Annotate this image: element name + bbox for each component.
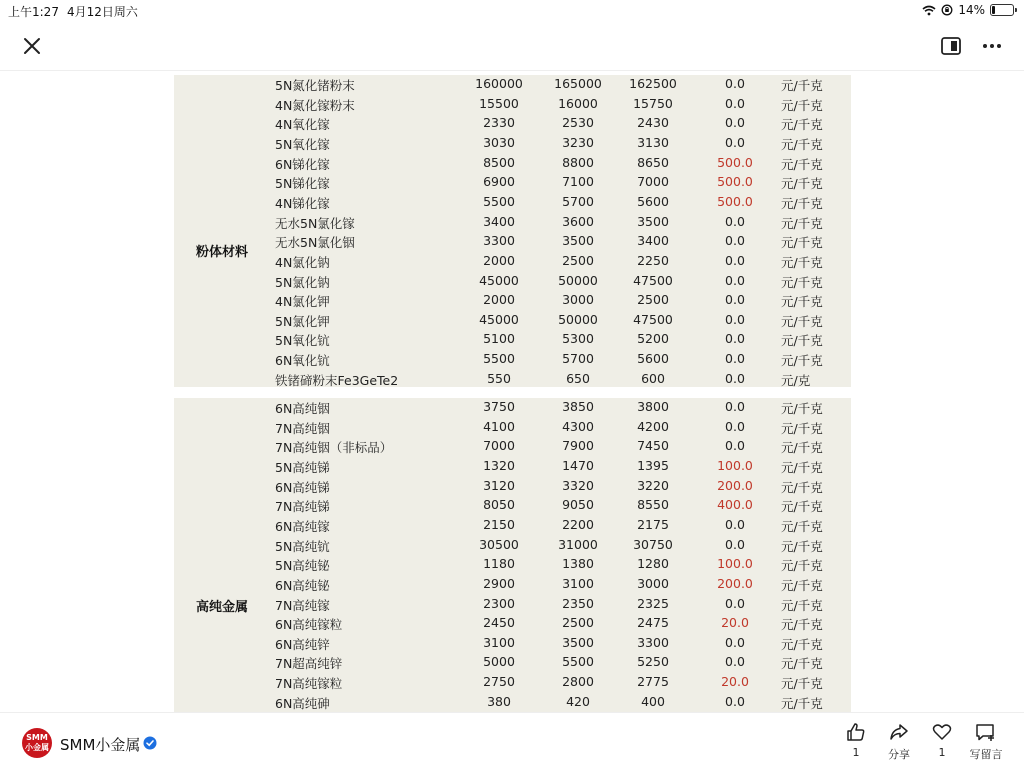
- price-change: 0.0: [725, 654, 745, 670]
- comment-button[interactable]: [961, 721, 1011, 762]
- price-change: 0.0: [725, 134, 745, 150]
- table-row: [174, 575, 851, 595]
- price-average: 600: [641, 370, 665, 386]
- item-name: 6N高纯锌: [275, 636, 330, 652]
- item-name: 5N氧化钪: [275, 333, 330, 349]
- price-change: 0.0: [725, 252, 745, 268]
- close-icon: [20, 34, 44, 58]
- price-change: 0.0: [725, 311, 745, 327]
- item-name: 无水5N氯化镓: [275, 215, 355, 231]
- price-high: 650: [566, 370, 590, 386]
- item-name: 7N高纯铟（非标品）: [275, 440, 393, 456]
- price-high: 1470: [562, 457, 594, 473]
- price-change: 0.0: [725, 213, 745, 229]
- price-average: 2325: [637, 595, 669, 611]
- price-low: 5500: [483, 193, 515, 209]
- price-low: 45000: [479, 272, 519, 288]
- price-average: 5600: [637, 193, 669, 209]
- price-unit: 元/千克: [781, 97, 823, 113]
- price-low: 380: [487, 693, 511, 709]
- close-button[interactable]: [20, 34, 44, 58]
- table-row: [174, 477, 851, 497]
- like-count: 1: [852, 746, 860, 759]
- item-name: 5N氯化钠: [275, 274, 330, 290]
- table-row: [174, 154, 851, 174]
- price-average: 5600: [637, 351, 669, 367]
- price-unit: 元/千克: [781, 479, 823, 495]
- price-unit: 元/千克: [781, 636, 823, 652]
- bottom-bar: [0, 712, 1024, 769]
- item-name: 5N高纯铋: [275, 558, 330, 574]
- price-average: 162500: [629, 76, 677, 91]
- price-low: 1180: [483, 556, 515, 572]
- price-unit: 元/千克: [781, 518, 823, 534]
- price-average: 7450: [637, 438, 669, 454]
- price-unit: 元/千克: [781, 617, 823, 633]
- item-name: 7N超高纯锌: [275, 656, 343, 672]
- price-unit: 元/千克: [781, 440, 823, 456]
- table-row: [174, 555, 851, 575]
- price-change: 200.0: [717, 575, 753, 591]
- item-name: 4N氯化钠: [275, 254, 330, 270]
- thumbs-up-icon: [845, 721, 867, 743]
- item-name: 5N氧化镓: [275, 136, 330, 152]
- price-unit: 元/千克: [781, 538, 823, 554]
- price-high: 7900: [562, 438, 594, 454]
- price-high: 5700: [562, 193, 594, 209]
- price-average: 3500: [637, 213, 669, 229]
- price-average: 4200: [637, 418, 669, 434]
- price-average: 3400: [637, 233, 669, 249]
- price-average: 3800: [637, 399, 669, 414]
- table-row: [174, 496, 851, 516]
- item-name: 7N高纯锑: [275, 499, 330, 515]
- item-name: 6N氧化钪: [275, 353, 330, 369]
- table-row: [174, 398, 851, 418]
- table-row: [174, 457, 851, 477]
- price-high: 3850: [562, 399, 594, 414]
- price-unit: 元/克: [781, 372, 811, 388]
- item-name: 5N高纯锑: [275, 459, 330, 475]
- table-row: [174, 614, 851, 634]
- orientation-lock-icon: [941, 4, 953, 16]
- price-average: 2475: [637, 615, 669, 631]
- price-unit: 元/千克: [781, 294, 823, 310]
- price-high: 5700: [562, 351, 594, 367]
- price-average: 3220: [637, 477, 669, 493]
- price-high: 2200: [562, 516, 594, 532]
- price-unit: 元/千克: [781, 676, 823, 692]
- price-change: 100.0: [717, 556, 753, 572]
- price-average: 47500: [633, 311, 673, 327]
- price-high: 3230: [562, 134, 594, 150]
- price-unit: 元/千克: [781, 235, 823, 251]
- price-high: 2530: [562, 115, 594, 131]
- table-row: [174, 418, 851, 438]
- price-low: 2150: [483, 516, 515, 532]
- price-high: 2500: [562, 615, 594, 631]
- price-change: 100.0: [717, 457, 753, 473]
- price-high: 3500: [562, 634, 594, 650]
- price-high: 165000: [554, 76, 602, 91]
- account-logo[interactable]: [22, 728, 52, 758]
- item-name: 5N锑化镓: [275, 176, 330, 192]
- logo-text: SMM 小金属: [25, 733, 49, 752]
- price-high: 420: [566, 693, 590, 709]
- price-change: 0.0: [725, 292, 745, 308]
- item-name: 5N氮化锗粉末: [275, 78, 355, 93]
- table-row: [174, 693, 851, 712]
- price-change: 0.0: [725, 351, 745, 367]
- item-name: 7N高纯镓粒: [275, 676, 343, 692]
- price-low: 2900: [483, 575, 515, 591]
- item-name: 无水5N氯化铟: [275, 235, 355, 251]
- price-unit: 元/千克: [781, 176, 823, 192]
- price-low: 5100: [483, 331, 515, 347]
- price-unit: 元/千克: [781, 313, 823, 329]
- price-low: 3100: [483, 634, 515, 650]
- price-low: 2750: [483, 674, 515, 690]
- price-high: 3000: [562, 292, 594, 308]
- status-time: 上午1:27: [8, 5, 59, 19]
- price-average: 15750: [633, 95, 673, 111]
- price-low: 550: [487, 370, 511, 386]
- price-change: 400.0: [717, 497, 753, 513]
- price-high: 7100: [562, 174, 594, 190]
- price-average: 2500: [637, 292, 669, 308]
- price-change: 0.0: [725, 233, 745, 249]
- price-change: 200.0: [717, 477, 753, 493]
- comment-label: 写留言: [969, 748, 1003, 761]
- reader-view-button[interactable]: [940, 35, 962, 57]
- table-row: [174, 370, 851, 390]
- price-average: 2775: [637, 674, 669, 690]
- price-change: 0.0: [725, 115, 745, 131]
- price-low: 5500: [483, 351, 515, 367]
- item-name: 4N氯化钾: [275, 294, 330, 310]
- price-unit: 元/千克: [781, 695, 823, 711]
- price-average: 47500: [633, 272, 673, 288]
- price-low: 15500: [479, 95, 519, 111]
- item-name: 5N氯化钾: [275, 313, 330, 329]
- price-change: 0.0: [725, 438, 745, 454]
- table-row: [174, 272, 851, 292]
- table-row: [174, 95, 851, 115]
- price-high: 3600: [562, 213, 594, 229]
- price-unit: 元/千克: [781, 254, 823, 270]
- item-name: 6N高纯镓: [275, 518, 330, 534]
- price-low: 2000: [483, 292, 515, 308]
- price-high: 4300: [562, 418, 594, 434]
- price-unit: 元/千克: [781, 656, 823, 672]
- price-average: 3000: [637, 575, 669, 591]
- price-unit: 元/千克: [781, 353, 823, 369]
- price-unit: 元/千克: [781, 420, 823, 436]
- table-row: [174, 536, 851, 556]
- price-average: 8650: [637, 154, 669, 170]
- price-average: 400: [641, 693, 665, 709]
- price-change: 0.0: [725, 595, 745, 611]
- price-average: 8550: [637, 497, 669, 513]
- price-low: 30500: [479, 536, 519, 552]
- item-name: 6N高纯砷: [275, 695, 330, 711]
- section-high-purity-metals: [174, 398, 851, 712]
- price-change: 20.0: [721, 615, 749, 631]
- price-unit: 元/千克: [781, 333, 823, 349]
- table-row: [174, 350, 851, 370]
- item-name: 7N高纯镓: [275, 597, 330, 613]
- price-change: 0.0: [725, 272, 745, 288]
- table-row: [174, 516, 851, 536]
- favorite-button[interactable]: [917, 721, 967, 759]
- price-change: 0.0: [725, 634, 745, 650]
- item-name: 6N高纯镓粒: [275, 617, 343, 633]
- price-low: 6900: [483, 174, 515, 190]
- item-name: 6N高纯铟: [275, 401, 330, 416]
- price-change: 0.0: [725, 418, 745, 434]
- price-average: 2175: [637, 516, 669, 532]
- price-high: 31000: [558, 536, 598, 552]
- table-row: [174, 193, 851, 213]
- item-name: 5N高纯钪: [275, 538, 330, 554]
- more-button[interactable]: [980, 35, 1004, 57]
- price-unit: 元/千克: [781, 195, 823, 211]
- price-low: 160000: [475, 76, 523, 91]
- price-high: 16000: [558, 95, 598, 111]
- table-row: [174, 114, 851, 134]
- price-high: 5300: [562, 331, 594, 347]
- price-high: 2800: [562, 674, 594, 690]
- price-low: 3750: [483, 399, 515, 414]
- item-name: 4N氮化镓粉末: [275, 97, 355, 113]
- table-row: [174, 437, 851, 457]
- price-low: 2000: [483, 252, 515, 268]
- price-average: 1395: [637, 457, 669, 473]
- price-unit: 元/千克: [781, 558, 823, 574]
- price-unit: 元/千克: [781, 597, 823, 613]
- price-average: 3300: [637, 634, 669, 650]
- price-high: 8800: [562, 154, 594, 170]
- table-row: [174, 252, 851, 272]
- heart-icon: [931, 721, 953, 743]
- price-high: 5500: [562, 654, 594, 670]
- price-low: 2450: [483, 615, 515, 631]
- price-change: 500.0: [717, 154, 753, 170]
- status-right: [922, 3, 1014, 17]
- share-label: 分享: [888, 748, 910, 761]
- price-unit: 元/千克: [781, 215, 823, 231]
- verified-badge-icon: [143, 736, 157, 750]
- price-change: 0.0: [725, 516, 745, 532]
- table-row: [174, 634, 851, 654]
- battery-icon: [990, 4, 1014, 16]
- reader-view-icon: [940, 35, 962, 57]
- section-powder-materials: [174, 75, 851, 387]
- price-average: 7000: [637, 174, 669, 190]
- item-name: 7N高纯铟: [275, 420, 330, 436]
- price-average: 2250: [637, 252, 669, 268]
- price-low: 7000: [483, 438, 515, 454]
- table-row: [174, 134, 851, 154]
- price-low: 1320: [483, 457, 515, 473]
- item-name: 6N高纯锑: [275, 479, 330, 495]
- wifi-icon: [922, 5, 936, 16]
- price-average: 5250: [637, 654, 669, 670]
- table-row: [174, 330, 851, 350]
- table-row: [174, 291, 851, 311]
- item-name: 4N锑化镓: [275, 195, 330, 211]
- price-low: 45000: [479, 311, 519, 327]
- price-unit: 元/千克: [781, 274, 823, 290]
- comment-icon: [974, 721, 998, 743]
- table-row: [174, 595, 851, 615]
- price-high: 3500: [562, 233, 594, 249]
- price-low: 3120: [483, 477, 515, 493]
- price-change: 20.0: [721, 674, 749, 690]
- price-unit: 元/千克: [781, 459, 823, 475]
- item-name: 6N高纯铋: [275, 577, 330, 593]
- price-high: 9050: [562, 497, 594, 513]
- item-name: 铁锗碲粉末Fe3GeTe2: [275, 372, 399, 388]
- more-icon: [980, 35, 1004, 57]
- top-nav: [0, 22, 1024, 71]
- price-change: 0.0: [725, 95, 745, 111]
- price-unit: 元/千克: [781, 78, 823, 93]
- price-high: 1380: [562, 556, 594, 572]
- price-change: 500.0: [717, 174, 753, 190]
- price-average: 2430: [637, 115, 669, 131]
- table-row: [174, 75, 851, 95]
- price-change: 0.0: [725, 399, 745, 414]
- price-low: 2330: [483, 115, 515, 131]
- price-low: 3300: [483, 233, 515, 249]
- section-title: 高纯金属: [196, 600, 249, 615]
- price-unit: 元/千克: [781, 156, 823, 172]
- table-row: [174, 213, 851, 233]
- price-unit: 元/千克: [781, 136, 823, 152]
- price-high: 2350: [562, 595, 594, 611]
- price-unit: 元/千克: [781, 117, 823, 133]
- account-name[interactable]: SMM小金属: [60, 736, 141, 754]
- table-row: [174, 173, 851, 193]
- price-average: 1280: [637, 556, 669, 572]
- share-icon: [888, 721, 910, 743]
- battery-tip: [1015, 8, 1017, 12]
- price-low: 5000: [483, 654, 515, 670]
- status-date: 4月12日周六: [67, 5, 138, 19]
- price-average: 30750: [633, 536, 673, 552]
- price-low: 3030: [483, 134, 515, 150]
- price-change: 0.0: [725, 536, 745, 552]
- favorite-count: 1: [938, 746, 946, 759]
- price-low: 8050: [483, 497, 515, 513]
- price-low: 2300: [483, 595, 515, 611]
- table-row: [174, 232, 851, 252]
- status-bar: [0, 0, 1024, 22]
- price-high: 50000: [558, 272, 598, 288]
- price-high: 3320: [562, 477, 594, 493]
- price-low: 4100: [483, 418, 515, 434]
- price-low: 8500: [483, 154, 515, 170]
- price-high: 2500: [562, 252, 594, 268]
- price-change: 0.0: [725, 693, 745, 709]
- price-table-image: [174, 72, 851, 712]
- price-high: 50000: [558, 311, 598, 327]
- item-name: 6N锑化镓: [275, 156, 330, 172]
- table-row: [174, 311, 851, 331]
- price-unit: 元/千克: [781, 577, 823, 593]
- table-row: [174, 653, 851, 673]
- price-unit: 元/千克: [781, 499, 823, 515]
- item-name: 4N氧化镓: [275, 117, 330, 133]
- battery-percent: 14%: [958, 3, 985, 17]
- price-average: 5200: [637, 331, 669, 347]
- price-change: 0.0: [725, 76, 745, 91]
- battery-fill: [992, 6, 995, 14]
- table-row: [174, 673, 851, 693]
- price-high: 3100: [562, 575, 594, 591]
- price-average: 3130: [637, 134, 669, 150]
- section-title: 粉体材料: [196, 245, 249, 260]
- price-unit: 元/千克: [781, 401, 823, 416]
- price-change: 500.0: [717, 193, 753, 209]
- price-change: 0.0: [725, 331, 745, 347]
- price-change: 0.0: [725, 370, 745, 386]
- price-low: 3400: [483, 213, 515, 229]
